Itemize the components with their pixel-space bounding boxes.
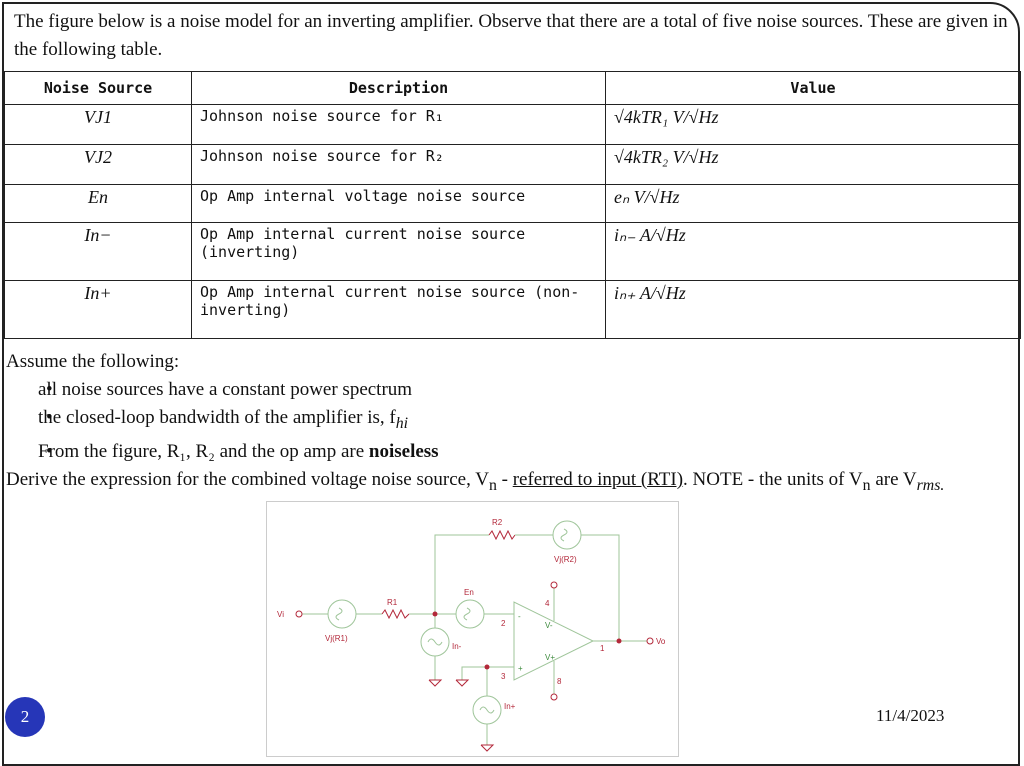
bullet-item <box>38 438 1016 466</box>
bold-noiseless: noiseless <box>368 440 439 462</box>
desc-cell: Op Amp internal current noise source (non-inverting) <box>192 281 606 339</box>
en-source-icon <box>456 600 484 628</box>
circuit-figure <box>266 501 679 757</box>
table-header-row <box>5 72 1021 105</box>
bullet-text: the closed-loop bandwidth of the amplifier is, f <box>38 407 396 428</box>
r1-label: R1 <box>387 598 398 607</box>
vj-r2-source-icon <box>553 521 581 549</box>
desc-cell: Op Amp internal current noise source (inverting) <box>192 223 606 281</box>
noise-source-table <box>4 71 1021 339</box>
pin2-label: 2 <box>501 619 506 628</box>
value-cell: √4kTR₂ V/√Hz <box>606 145 1021 185</box>
t: rms. <box>916 476 945 494</box>
t: - <box>496 468 513 490</box>
vjr2-label: Vj(R2) <box>554 555 577 564</box>
table-row <box>5 223 1021 281</box>
assumptions <box>6 348 1016 500</box>
pin1-label: 1 <box>600 644 605 653</box>
desc-cell: Op Amp internal voltage noise source <box>192 185 606 223</box>
source-cell: En <box>5 185 192 223</box>
bullet-text: From the figure, R₁, R₂ and the op amp are <box>38 440 369 462</box>
in-plus-label: In+ <box>504 702 516 711</box>
bullet-item <box>38 376 1016 404</box>
desc-cell: Johnson noise source for R₂ <box>192 145 606 185</box>
source-cell: In− <box>5 223 192 281</box>
bullet-text: all noise sources have a constant power spectrum <box>38 379 413 400</box>
t: are V <box>870 468 917 490</box>
r2-label: R2 <box>492 518 503 527</box>
source-cell: VJ2 <box>5 145 192 185</box>
vj-r1-source-icon <box>328 600 356 628</box>
t: n <box>862 476 871 494</box>
plus-input-label: + <box>518 664 523 673</box>
en-label: En <box>464 588 474 597</box>
value-cell: iₙ₊ A/√Hz <box>606 281 1021 339</box>
v-minus-label: V- <box>545 621 553 630</box>
table-row <box>5 105 1021 145</box>
vjr1-label: Vj(R1) <box>325 634 348 643</box>
value-cell: eₙ V/√Hz <box>606 185 1021 223</box>
t: Derive the expression for the combined voltage noise source, V <box>6 468 489 490</box>
rti-underlined: referred to input (RTI) <box>512 468 684 490</box>
derive-text <box>6 466 1016 500</box>
vo-label: Vo <box>656 637 666 646</box>
bullet-item <box>38 404 1016 438</box>
table-row <box>5 185 1021 223</box>
desc-cell: Johnson noise source for R₁ <box>192 105 606 145</box>
wires <box>302 521 647 745</box>
pin3-label: 3 <box>501 672 506 681</box>
source-cell: In+ <box>5 281 192 339</box>
sub-hi: hi <box>395 414 409 432</box>
header-value: Value <box>606 72 1021 105</box>
source-cell: VJ1 <box>5 105 192 145</box>
header-description: Description <box>192 72 606 105</box>
table-row <box>5 145 1021 185</box>
page-number-badge: 2 <box>5 697 45 737</box>
v-plus-label: V+ <box>545 653 556 662</box>
slide-date: 11/4/2023 <box>876 706 945 725</box>
header-noise-source: Noise Source <box>5 72 192 105</box>
intro-text: The figure below is a noise model for an inverting amplifier. Observe that there are a total of five noise sources. These are given in the following table. <box>14 11 1008 60</box>
minus-input-label: - <box>518 612 521 621</box>
pin4-label: 4 <box>545 599 550 608</box>
vi-label: Vi <box>277 610 284 619</box>
pin8-label: 8 <box>557 677 562 686</box>
value-cell: √4kTR₁ V/√Hz <box>606 105 1021 145</box>
table-row <box>5 281 1021 339</box>
t: . NOTE - the units of V <box>683 468 863 490</box>
value-cell: iₙ₋ A/√Hz <box>606 223 1021 281</box>
t: n <box>488 476 497 494</box>
assume-heading: Assume the following: <box>6 351 180 372</box>
in-minus-label: In- <box>452 642 462 651</box>
